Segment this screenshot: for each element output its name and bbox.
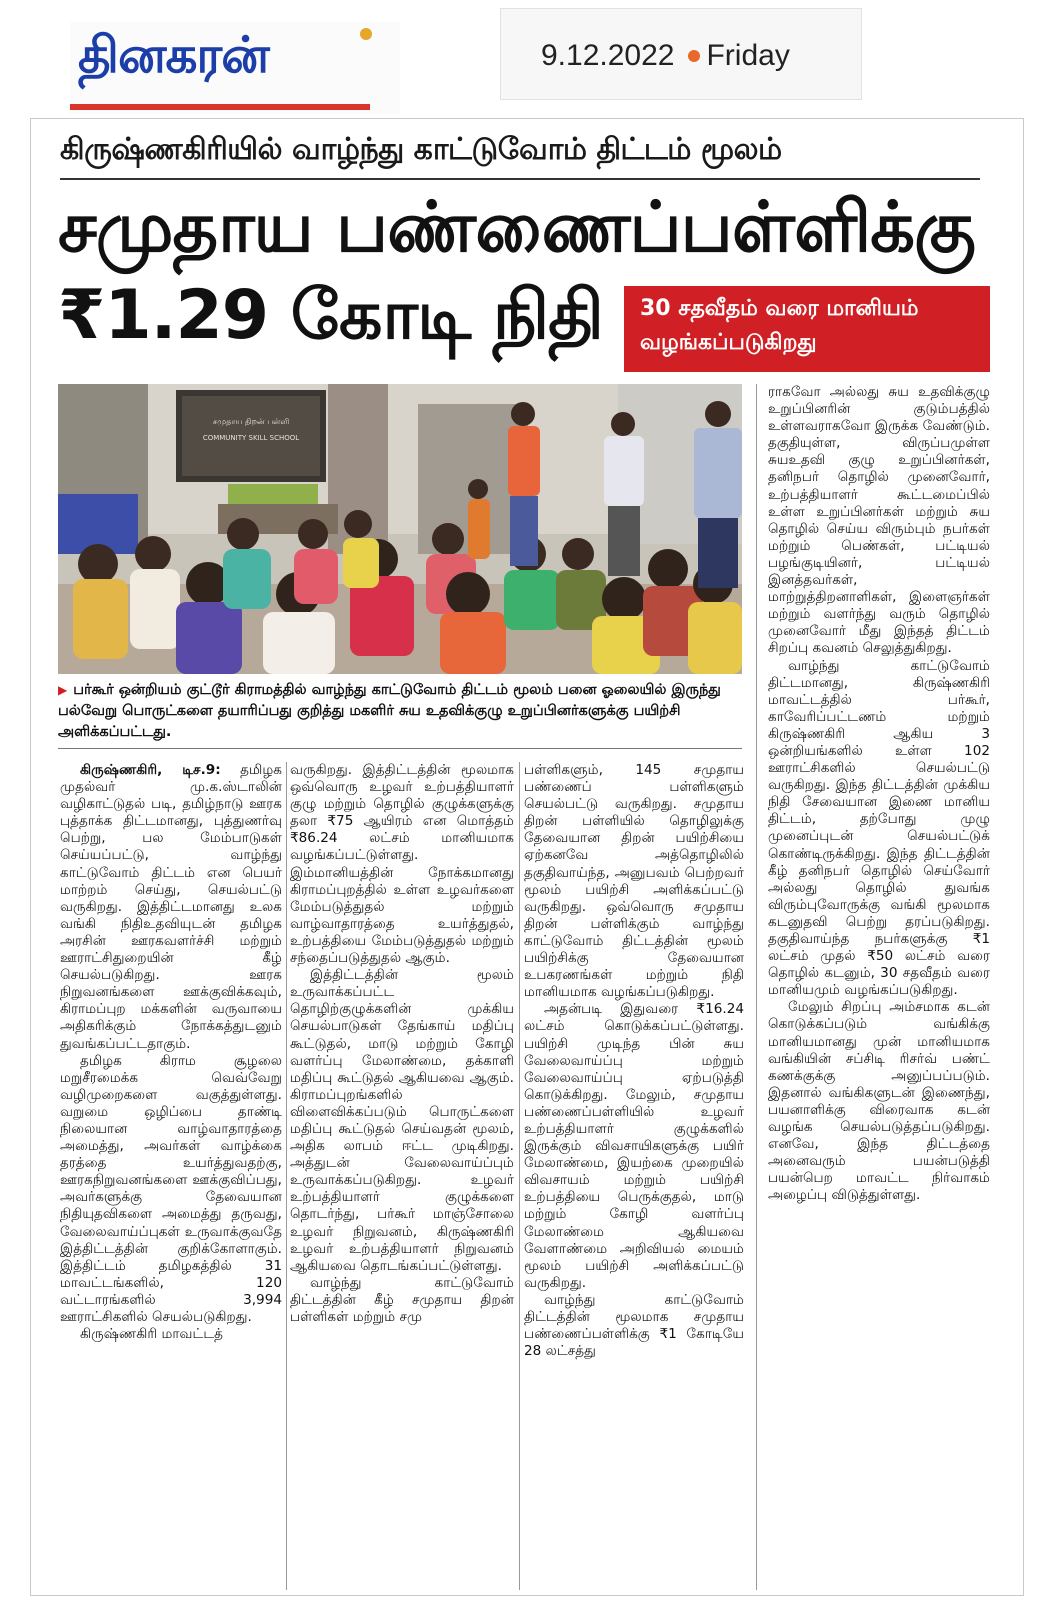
subhead-line1: 30 சதவீதம் வரை மானியம்: [640, 296, 919, 321]
news-photo: [58, 384, 742, 674]
article-column-4: [768, 384, 990, 1205]
logo-underline: [70, 104, 370, 110]
logo-dot-icon: [360, 28, 372, 40]
article-col1-p1: தமிழக முதல்வர் மு.க.ஸ்டாலின் வழிகாட்டுதல் படி, தமிழ்நாடு ஊரக புத்தாக்க திட்டமானது, புத்துணர்வு பெற்று, பல மேம்பாடுகள் செய்யப்பட்டு, வாழ்ந்து காட்டுவோம் திட்டம் என பெயர் மாற்றம் செய்து, செயல்பட்டு வருகிறது. இத்திட்டமானது உலக வங்கி நிதிஉதவியுடன் தமிழக அரசின் ஊரகவளர்ச்சி மற்றும் ஊராட்சிதுறையின் கீழ் செயல்படுகிறது. ஊரக நிறுவனங்களை ஊக்குவிக்கவும், கிராமப்புற மக்களின் வருவாயை அதிகரிக்கும் நோக்கத்துடனும் துவங்கப்பட்டதாகும்.: [60, 762, 282, 1052]
subhead-box: [624, 286, 990, 372]
column-divider: [756, 384, 757, 1590]
date-text: 9.12.2022: [541, 39, 675, 72]
article-col3-p3: வாழ்ந்து காட்டுவோம் திட்டத்தின் மூலமாக சமுதாய பண்ணைப்பள்ளிக்கு ₹1 கோடியே 28 லட்சத்து: [524, 1291, 744, 1360]
kicker-rule: [60, 178, 980, 180]
caption-triangle-icon: ▶: [58, 683, 68, 697]
caption-rule: [58, 748, 742, 749]
training-photo-illustration: [58, 384, 742, 674]
column-divider: [286, 762, 287, 1590]
photo-caption: [58, 680, 748, 743]
headline-line2: ₹1.29 கோடி நிதி: [58, 276, 603, 355]
article-col2-p2: இத்திட்டத்தின் மூலம் உருவாக்கப்பட்ட தொழிற்குழுக்களின் முக்கிய செயல்பாடுகள் தேங்காய் மதிப்பு கூட்டுதல், மாடு மற்றும் கோழி வளர்ப்பு மேலாண்மை, தக்காளி மதிப்பு கூட்டுதல் ஆகியவை ஆகும். கிராமப்புறங்களில் விளைவிக்கப்படும் பொருட்களை மதிப்பு கூட்டுதல் செய்வதன் மூலம், அதிக லாபம் ஈட்ட முடிகிறது. அத்துடன் வேலைவாய்ப்பும் உருவாக்கப்படுகிறது. உழவர் உற்பத்தியாளர் குழுக்களை தொடர்ந்து, பர்கூர் மாஞ்சோலை உழவர் நிறுவனம், கிருஷ்ணகிரி உழவர் உற்பத்தியாளர் நிறுவனம் ஆகியவை தொடங்கப்பட்டுள்ளது.: [290, 967, 514, 1274]
article-column-1: [60, 762, 282, 1343]
publication-date: [541, 39, 790, 73]
day-text: Friday: [706, 39, 790, 72]
caption-text: பர்கூர் ஒன்றியம் குட்டூர் கிராமத்தில் வாழ்ந்து காட்டுவோம் திட்டம் மூலம் பனை ஓலையில் இருந்து பல்வேறு பொருட்களை தயாரிப்பது குறித்து மகளிர் சுய உதவிக்குழு உறுப்பினர்களுக்கு பயிற்சி அளிக்கப்பட்டது.: [58, 682, 721, 740]
article-dateline: கிருஷ்ணகிரி, டிச.9:: [80, 762, 221, 778]
article-col2-p1: வருகிறது. இத்திட்டத்தின் மூலமாக ஒவ்வொரு உழவர் உற்பத்தியாளர் குழு மற்றும் தொழில் குழுக்களுக்கு தலா ₹75 ஆயிரம் என மொத்தம் ₹86.24 லட்சம் மானியமாக வழங்கப்பட்டுள்ளது. இம்மானியத்தின் நோக்கமானது கிராமப்புறத்தில் உள்ள உழவர்களை மேம்படுத்துதல் மற்றும் வாழ்வாதாரத்தை உயர்த்துதல், உற்பத்தியை மேம்படுத்துதல் மற்றும் சந்தைப்படுத்துதல் ஆகும்.: [290, 762, 514, 967]
kicker-headline: கிருஷ்ணகிரியில் வாழ்ந்து காட்டுவோம் திட்டம் மூலம்: [60, 132, 782, 167]
date-box: [500, 8, 862, 100]
article-col4-p1: ராகவோ அல்லது சுய உதவிக்குழு உறுப்பினரின் குடும்பத்தில் உள்ளவராகவோ இருக்க வேண்டும். தகுதியுள்ள, விருப்பமுள்ள சுயஉதவி குழு உறுப்பினர்கள், தனிநபர் தொழில் முனைவோர், உற்பத்தியாளர் கூட்டமைப்பில் உள்ள உறுப்பினர்கள் மற்றும் சுய தொழில் செய்ய விரும்பும் நபர்கள் மற்றும் பெண்கள், பட்டியல் பழங்குடியினர், பட்டியல் இனத்தவர்கள், மாற்றுத்திறனாளிகள், இளைஞர்கள் மற்றும் வளர்ந்து வரும் தொழில் முனைவோர் மீது இந்தத் திட்டம் சிறப்பு கவனம் செலுத்துகிறது.: [768, 384, 990, 657]
newspaper-logo: தினகரன்: [78, 26, 269, 84]
article-col3-p1: பள்ளிகளும், 145 சமுதாய பண்ணைப் பள்ளிகளும் செயல்பட்டு வருகிறது. சமுதாய திறன் பள்ளியில் தொழிலுக்கு தேவையான திறன் பயிற்சியை ஏற்கனவே அத்தொழிலில் தகுதிவாய்ந்த, அனுபவம் பெற்றவர் மூலம் பயிற்சி அளிக்கப்பட்டு வருகிறது. ஒவ்வொரு சமுதாய திறன் பள்ளிக்கும் வாழ்ந்து காட்டுவோம் திட்டத்தின் மூலம் பயிற்சிக்கு தேவையான உபகரணங்கள் மற்றும் நிதி மானியமாக வழங்கப்படுகிறது.: [524, 762, 744, 1001]
article-col4-p3: மேலும் சிறப்பு அம்சமாக கடன் கொடுக்கப்படும் வங்கிக்கு மானியமானது முன் மானியமாக வங்கியின் சப்சிடி ரிசர்வ் பண்ட் கணக்குக்கு அனுப்பப்படும். இதனால் வங்கிகளுடன் இணைந்து, பயனாளிக்கு விரைவாக கடன் வழங்க செயல்படுத்தப்படுகிறது. எனவே, இந்த திட்டத்தை அனைவரும் பயன்படுத்தி பயன்பெற மாவட்ட நிர்வாகம் அழைப்பு விடுத்துள்ளது.: [768, 999, 990, 1204]
subhead-line2: வழங்கப்படுகிறது: [640, 330, 817, 355]
headline-line1: சமுதாய பண்ணைப்பள்ளிக்கு: [58, 186, 975, 268]
photo-banner-line2: COMMUNITY SKILL SCHOOL: [202, 434, 300, 442]
article-col2-p3: வாழ்ந்து காட்டுவோம் திட்டத்தின் கீழ் சமுதாய திறன் பள்ளிகள் மற்றும் சமு: [290, 1274, 514, 1325]
column-divider: [519, 762, 520, 1590]
article-column-3: [524, 762, 744, 1360]
newspaper-masthead: [70, 22, 400, 114]
bullet-dot-icon: [688, 50, 700, 62]
article-col1-p3: கிருஷ்ணகிரி மாவட்டத்: [80, 1326, 224, 1343]
article-col1-p2: தமிழக கிராம சூழலை மறுசீரமைக்க வெவ்வேறு வழிமுறைகளை வகுத்துள்ளது. வறுமை ஒழிப்பை தாண்டி நிலையான வாழ்வாதாரத்தை அமைத்து, அவர்கள் வாழ்க்கை தரத்தை உயர்த்துவதற்கு, ஊரகநிறுவனங்களை ஊக்குவிப்பது, அவர்களுக்கு தேவையான நிதியுதவிகளை அமைத்து தருவது, வேலைவாய்ப்புகள் உருவாக்குவதே இத்திட்டத்தின் குறிக்கோளாகும். இத்திட்டம் தமிழகத்தில் 31 மாவட்டங்களில், 120 வட்டாரங்களில் 3,994 ஊராட்சிகளில் செயல்படுகிறது.: [60, 1052, 282, 1325]
article-col4-p2: வாழ்ந்து காட்டுவோம் திட்டமானது, கிருஷ்ணகிரி மாவட்டத்தில் பர்கூர், காவேரிப்பட்டணம் மற்றும் கிருஷ்ணகிரி ஆகிய 3 ஒன்றியங்களில் உள்ள 102 ஊராட்சிகளில் செயல்பட்டு வருகிறது. இந்த திட்டத்தின் முக்கிய நிதி சேவையான இணை மானிய திட்டம், தற்போது முழு முனைப்புடன் செயல்பட்டுக் கொண்டிருக்கிறது. இந்த திட்டத்தின் கீழ் தனிநபர் தொழில் செய்வோர் அல்லது தொழில் துவங்க விரும்புவோருக்கு வங்கி மூலமாக கடனுதவி பெற்று தரப்படுகிறது. தகுதிவாய்ந்த நபர்களுக்கு ₹1 லட்சம் முதல் ₹50 லட்சம் வரை தொழில் கடனும், 30 சதவீதம் வரை மானியமும் வழங்கப்படுகிறது.: [768, 657, 990, 999]
article-column-2: [290, 762, 514, 1326]
article-col3-p2: அதன்படி இதுவரை ₹16.24 லட்சம் கொடுக்கப்பட்டுள்ளது. பயிற்சி முடிந்த பின் சுய வேலைவாய்ப்பு மற்றும் வேலைவாய்ப்பு ஏற்படுத்தி கொடுக்கிறது. மேலும், சமுதாய பண்ணைப்பள்ளியில் உழவர் உற்பத்தியாளர் குழுக்களில் இருக்கும் விவசாயிகளுக்கு பயிர் மேலாண்மை, இயற்கை முறையில் விவசாயம் மற்றும் பயிற்சி உற்பத்தியை பெருக்குதல், மாடு மற்றும் கோழி வளர்ப்பு மேலாண்மை ஆகியவை வேளாண்மை அறிவியல் மையம் மூலம் பயிற்சி அளிக்கப்பட்டு வருகிறது.: [524, 1001, 744, 1291]
photo-banner-line1: சமுதாய திறன் பள்ளி: [212, 417, 290, 426]
